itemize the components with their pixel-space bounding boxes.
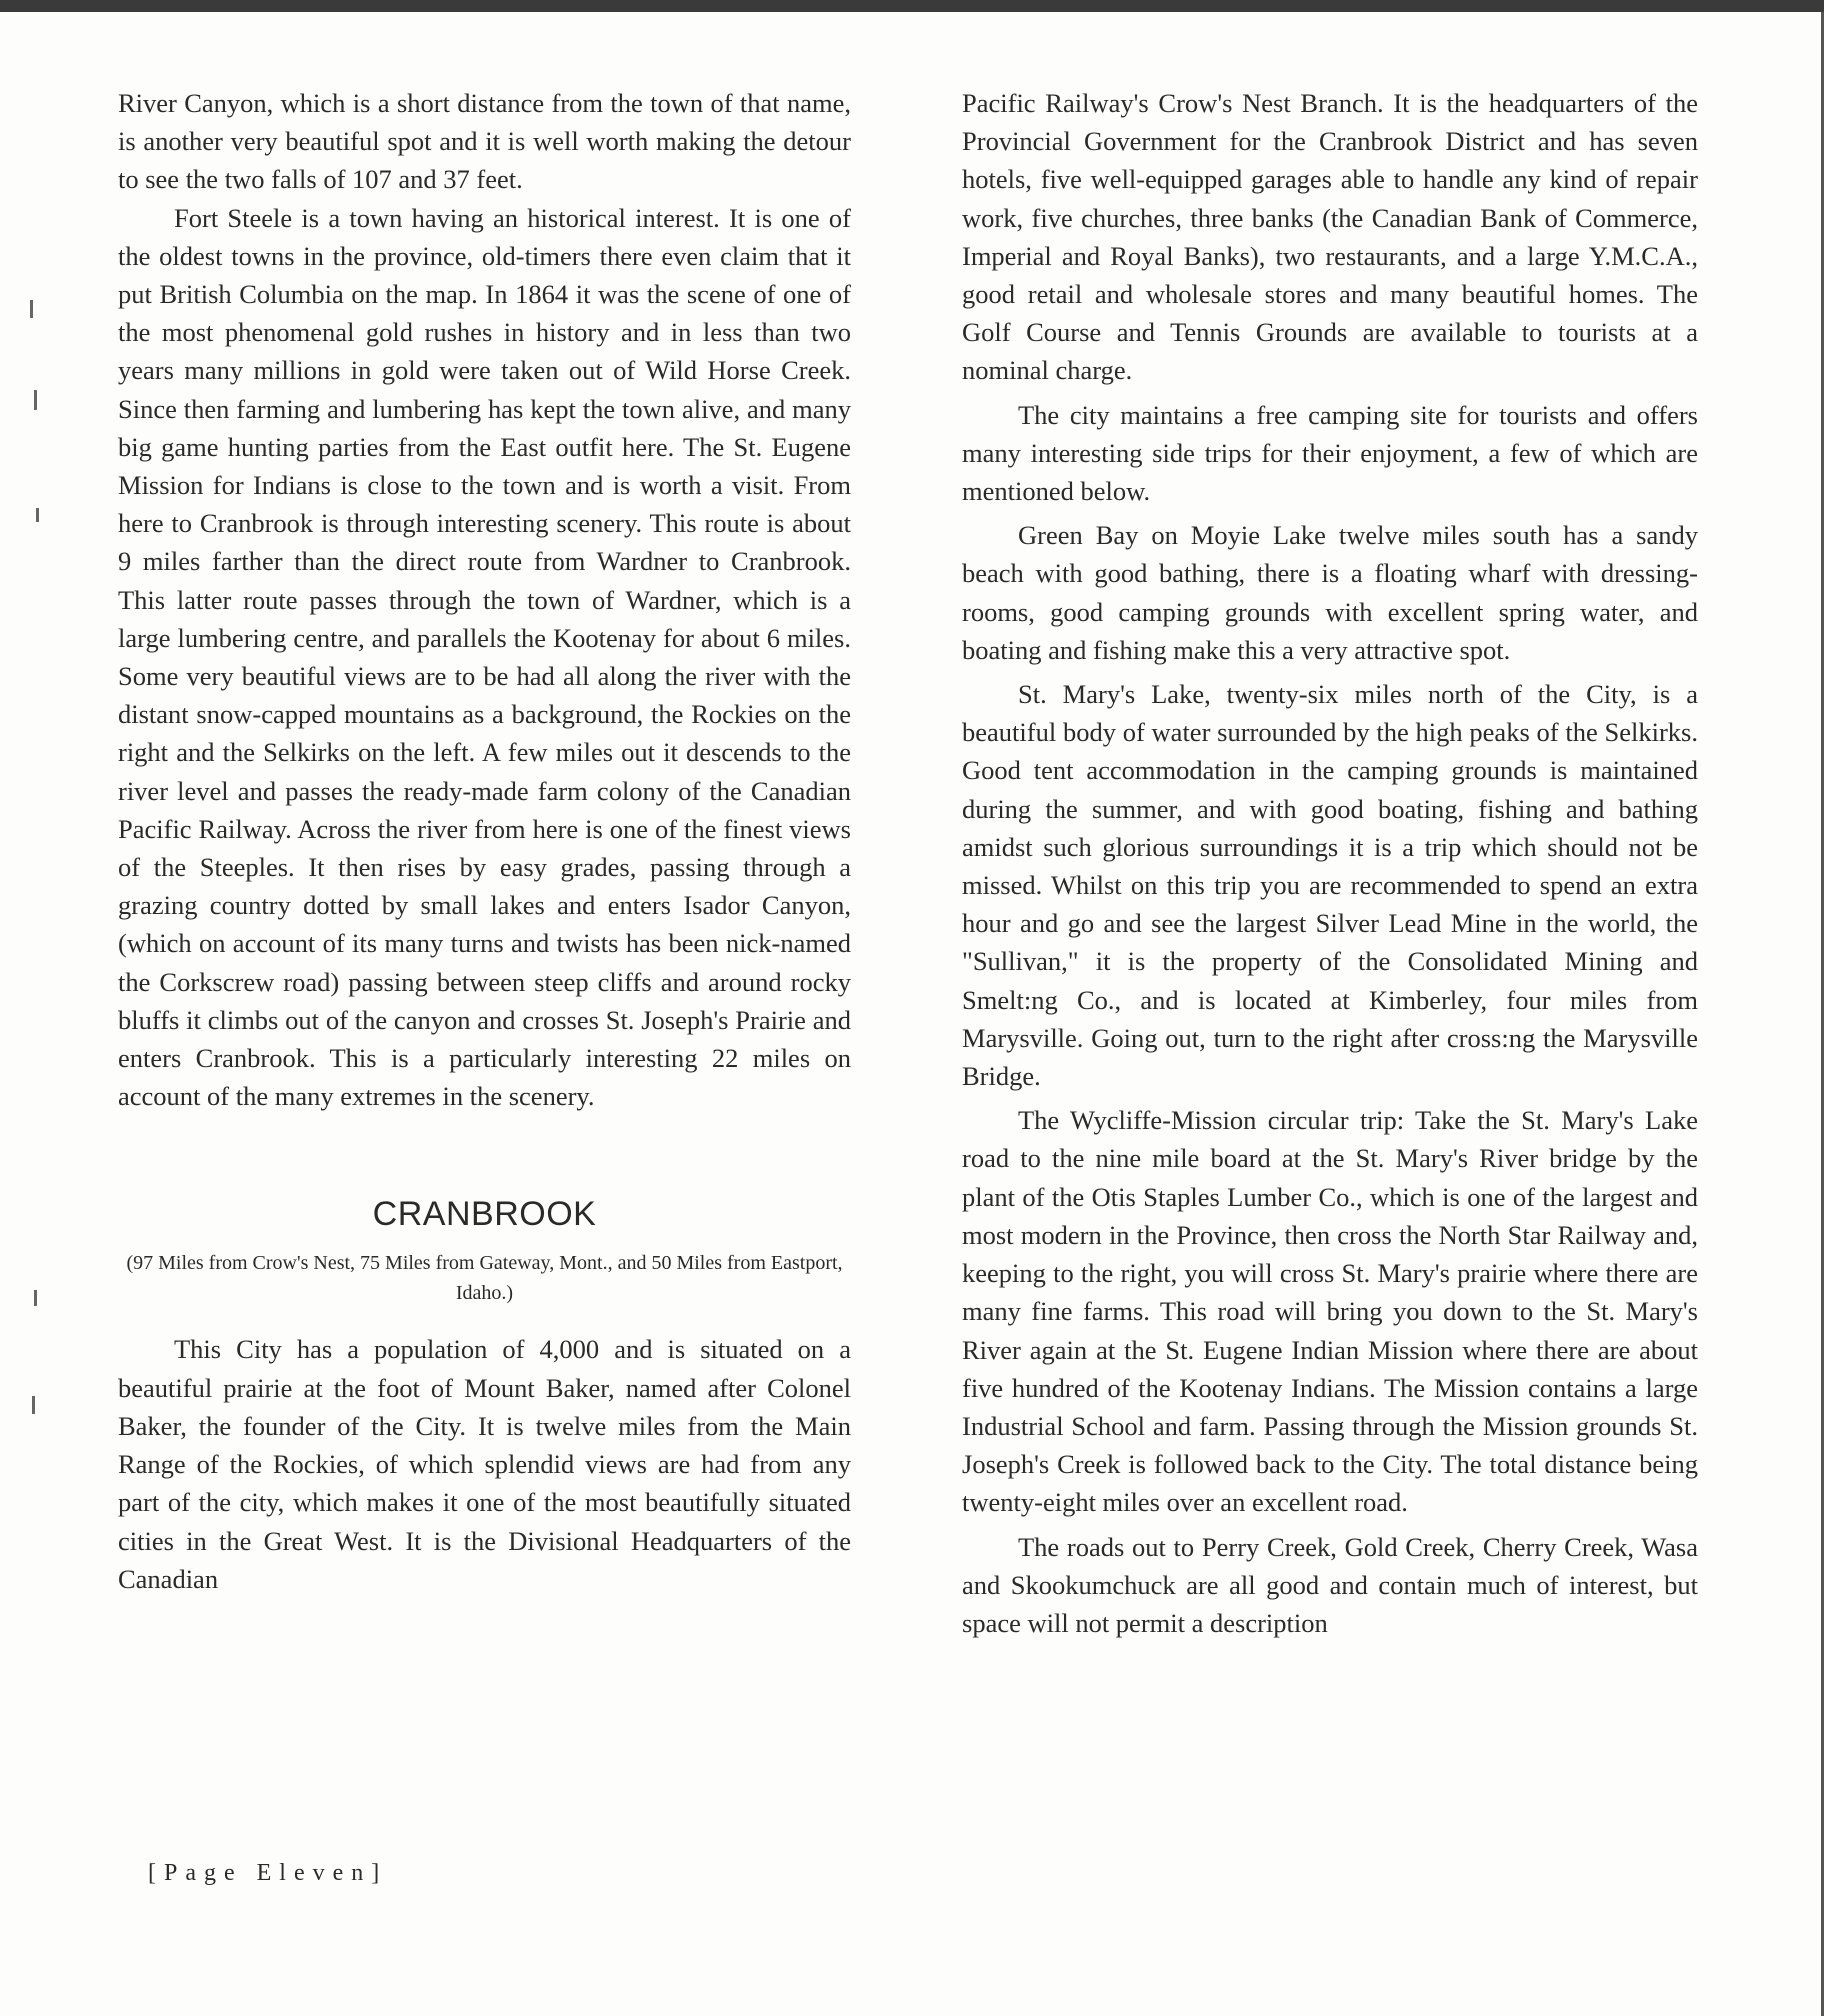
scan-margin-mark <box>30 300 33 318</box>
left-column <box>118 84 851 1598</box>
section-heading: CRANBROOK <box>372 1195 597 1234</box>
paragraph: River Canyon, which is a short distance from the town of that name, is another very beautiful spot and it is well worth making the detour to see the two falls of 107 and 37 feet. <box>118 88 851 195</box>
section-subheading: (97 Miles from Crow's Nest, 75 Miles from Gateway, Mont., and 50 Miles from Eastport, Idaho.) <box>126 1252 843 1305</box>
paragraph: The Wycliffe-Mission circular trip: Take the St. Mary's Lake road to the nine mile board at the St. Mary's River bridge by the plant of the Otis Staples Lumber Co., which is one of the largest and most modern in the Province, then cross the North Star Railway and, keeping to the right, you will cross St. Mary's prairie where there are many fine farms. This road will bring you down to the St. Mary's River again at the St. Eugene Indian Mission where there are about five hundred of the Kootenay Indians. The Mission contains a large Industrial School and farm. Passing through the Mission grounds St. Joseph's Creek is followed back to the City. The total distance being twenty-eight miles over an excellent road. <box>962 1105 1698 1518</box>
paragraph: Pacific Railway's Crow's Nest Branch. It is the headquarters of the Provincial Government for the Cranbrook District and has seven hotels, five well-equipped garages able to handle any kind of repair work, five churches, three banks (the Canadian Bank of Commerce, Imperial and Royal Banks), two restaurants, and a large Y.M.C.A., good retail and wholesale stores and many beautiful homes. The Golf Course and Tennis Grounds are available to tourists at a nominal charge. <box>962 88 1698 386</box>
paragraph: The city maintains a free camping site for tourists and offers many interesting side trips for their enjoyment, a few of which are mentioned below. <box>962 399 1698 507</box>
page-number: [Page Eleven] <box>148 1860 388 1886</box>
scan-top-border <box>0 0 1824 12</box>
scan-margin-mark <box>32 1396 35 1414</box>
paragraph: Green Bay on Moyie Lake twelve miles south has a sandy beach with good bathing, there is a floating wharf with dressing-rooms, good camping grounds with excellent spring water, and boating and fishing make this a very attractive spot. <box>962 520 1698 665</box>
paragraph: This City has a population of 4,000 and is situated on a beautiful prairie at the foot of Mount Baker, named after Colonel Baker, the founder of the City. It is twelve miles from the Main Range of the Rockies, of which splendid views are had from any part of the city, which makes it one of the most beautifully situated cities in the Great West. It is the Divisional Headquarters of the Canadian <box>118 1334 851 1594</box>
scan-margin-mark <box>34 1290 37 1306</box>
paragraph: The roads out to Perry Creek, Gold Creek, Cherry Creek, Wasa and Skookumchuck are all good and contain much of interest, but space will not permit a description <box>962 1531 1698 1638</box>
paragraph: Fort Steele is a town having an historical interest. It is one of the oldest towns in the province, old-timers there even claim that it put British Columbia on the map. In 1864 it was the scene of one of the most phenomenal gold rushes in history and in less than two years many millions in gold were taken out of Wild Horse Creek. Since then farming and lumbering has kept the town alive, and many big game hunting parties from the East outfit here. The St. Eugene Mission for Indians is close to the town and is worth a visit. From here to Cranbrook is through interesting scenery. This route is about 9 miles farther than the direct route from Wardner to Cranbrook. This latter route passes through the town of Wardner, which is a large lumbering centre, and parallels the Kootenay for about 6 miles. Some very beautiful views are to be had all along the river with the distant snow-capped mountains as a background, the Rockies on the right and the Selkirks on the left. A few miles out it descends to the river level and passes the ready-made farm colony of the Canadian Pacific Railway. Across the river from here is one of the finest views of the Steeples. It then rises by easy grades, passing through a grazing country dotted by small lakes and enters Isador Canyon, (which on account of its many turns and twists has been nick-named the Corkscrew road) passing between steep cliffs and around rocky bluffs it climbs out of the canyon and crosses St. Joseph's Prairie and enters Cranbrook. This is a particularly interesting 22 miles on account of the many extremes in the scenery. <box>118 202 851 1112</box>
scan-margin-mark <box>36 508 39 522</box>
scan-margin-mark <box>34 390 37 410</box>
right-column <box>962 84 1698 1642</box>
paragraph: St. Mary's Lake, twenty-six miles north of the City, is a beautiful body of water surrounded by the high peaks of the Selkirks. Good tent accommodation in the camping grounds is maintained during the summer, and with good boating, fishing and bathing amidst such glorious surroundings it is a trip which should not be missed. Whilst on this trip you are recommended to spend an extra hour and go and see the largest Silver Lead Mine in the world, the "Sullivan," it is the property of the Consolidated Mining and Smelt:ng Co., and is located at Kimberley, four miles from Marysville. Going out, turn to the right after cross:ng the Marysville Bridge. <box>962 679 1698 1092</box>
